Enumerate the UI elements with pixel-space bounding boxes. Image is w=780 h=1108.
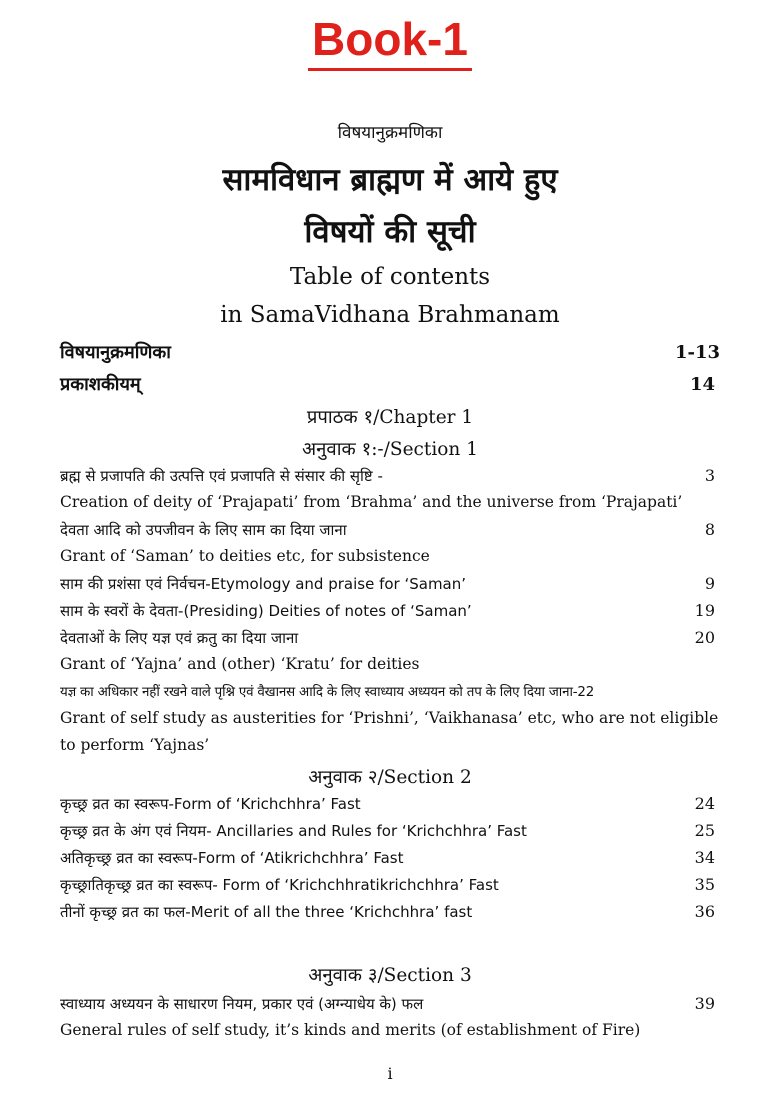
toc-row xyxy=(60,372,715,396)
toc-row xyxy=(60,466,715,486)
toc-line: General rules of self study, it’s kinds and merits (of establishment of Fire) xyxy=(60,1021,641,1039)
toc-row-title: कृच्छ्र व्रत के अंग एवं नियम- Ancillaries and Rules for ‘Krichchhra’ Fast xyxy=(60,822,527,840)
toc-row-title: देवता आदि को उपजीवन के लिए साम का दिया जाना xyxy=(60,521,347,539)
toc-row-title: विषयानुक्रमणिका xyxy=(60,342,171,363)
toc-row-page: 14 xyxy=(689,374,715,395)
page-number: i xyxy=(387,1064,393,1083)
toc-row-page: 25 xyxy=(694,821,715,840)
english-title-line1: Table of contents xyxy=(289,264,491,290)
toc-row-page: 36 xyxy=(694,902,715,921)
toc-row-page: 39 xyxy=(694,994,715,1013)
toc-row-title: साम की प्रशंसा एवं निर्वचन-Etymology and praise for ‘Saman’ xyxy=(60,575,467,593)
hindi-title-line1: सामविधान ब्राह्मण में आये हुए xyxy=(222,162,558,198)
toc-row xyxy=(60,340,721,364)
toc-row xyxy=(60,574,715,594)
toc-row-title: कृच्छ्रातिकृच्छ्र व्रत का स्वरूप- Form of ‘Krichchhratikrichchhra’ Fast xyxy=(60,876,499,894)
toc-row-title: प्रकाशकीयम् xyxy=(60,374,141,395)
toc-row xyxy=(60,848,715,868)
toc-row-title: ब्रह्म से प्रजापति की उत्पत्ति एवं प्रजापति से संसार की सृष्टि - xyxy=(60,467,383,485)
toc-row xyxy=(60,994,715,1014)
chapter-heading: प्रपाठक १/Chapter 1 xyxy=(306,407,474,428)
toc-row-page: 35 xyxy=(694,875,715,894)
section-heading: अनुवाक ३/Section 3 xyxy=(308,965,472,986)
section-heading: अनुवाक १:-/Section 1 xyxy=(302,439,478,460)
toc-row-page: 1-13 xyxy=(675,342,721,363)
toc-row-page: 9 xyxy=(704,574,715,593)
toc-line: to perform ‘Yajnas’ xyxy=(60,736,210,754)
hindi-title-line2: विषयों की सूची xyxy=(304,214,476,250)
toc-row-title: तीनों कृच्छ्र व्रत का फल-Merit of all the three ‘Krichchhra’ fast xyxy=(60,903,473,921)
section-heading: अनुवाक २/Section 2 xyxy=(308,767,472,788)
toc-row-title: कृच्छ्र व्रत का स्वरूप-Form of ‘Krichchhra’ Fast xyxy=(60,795,361,813)
toc-line: Grant of ‘Saman’ to deities etc, for subsistence xyxy=(60,547,430,565)
toc-row xyxy=(60,601,715,621)
toc-line: Grant of ‘Yajna’ and (other) ‘Kratu’ for deities xyxy=(60,655,420,673)
toc-row xyxy=(60,821,715,841)
toc-row-page: 3 xyxy=(704,466,715,485)
book-title: Book-1 xyxy=(308,12,472,71)
anukramanika-heading: विषयानुक्रमणिका xyxy=(337,123,443,143)
toc-row-title: अतिकृच्छ्र व्रत का स्वरूप-Form of ‘Atikrichchhra’ Fast xyxy=(60,849,404,867)
toc-row-title: देवताओं के लिए यज्ञ एवं क्रतु का दिया जाना xyxy=(60,629,299,647)
toc-row-page: 24 xyxy=(694,794,715,813)
toc-row-title: साम के स्वरों के देवता-(Presiding) Deities of notes of ‘Saman’ xyxy=(60,602,472,620)
toc-row xyxy=(60,628,715,648)
toc-row-title: स्वाध्याय अध्ययन के साधारण नियम, प्रकार एवं (अग्न्याधेय के) फल xyxy=(60,995,424,1013)
toc-row xyxy=(60,902,715,922)
toc-row-page: 19 xyxy=(694,601,715,620)
toc-line: Creation of deity of ‘Prajapati’ from ‘Brahma’ and the universe from ‘Prajapati’ xyxy=(60,493,683,511)
toc-row-page: 34 xyxy=(694,848,715,867)
english-title-line2: in SamaVidhana Brahmanam xyxy=(220,302,560,328)
toc-row-page: 8 xyxy=(704,520,715,539)
toc-row-page: 20 xyxy=(694,628,715,647)
toc-line: Grant of self study as austerities for ‘Prishni’, ‘Vaikhanasa’ etc, who are not eligible xyxy=(60,709,719,727)
toc-row xyxy=(60,520,715,540)
book-banner xyxy=(0,12,780,71)
toc-line: यज्ञ का अधिकार नहीं रखने वाले पृश्नि एवं वैखानस आदि के लिए स्वाध्याय अध्ययन को तप के लिए दिया जाना-22 xyxy=(60,685,595,700)
toc-row xyxy=(60,875,715,895)
toc-row xyxy=(60,794,715,814)
